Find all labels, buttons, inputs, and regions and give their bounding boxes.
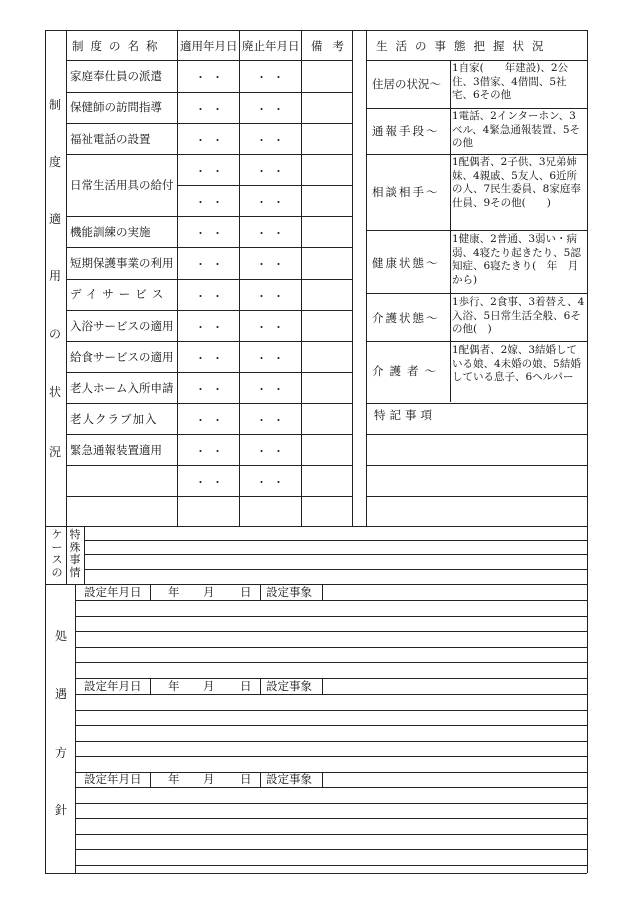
policy-divider — [150, 679, 151, 694]
date-start-placeholder: ・・ — [195, 290, 229, 303]
case-label-left — [50, 529, 64, 579]
row-name: 家庭奉仕員の派遣 — [70, 69, 162, 83]
item-text: 1電話、2インターホン、3ベル、4緊急通報装置、5その他 — [452, 110, 581, 149]
item-text: 1配偶者、2子供、3兄弟姉妹、4親戚、5友人、6近所の人、7民生委員、8家庭奉仕員、9その他( ) — [452, 156, 581, 209]
item-label: 住居の状況〜 — [372, 77, 441, 91]
header-note: 備考 — [311, 39, 354, 53]
row-name: 機能訓練の実施 — [70, 225, 151, 239]
header-start: 適用年月日 — [180, 39, 238, 53]
policy-label-char: 方 — [54, 746, 67, 760]
section-label-char: 況 — [48, 445, 61, 459]
policy-divider — [260, 679, 261, 694]
date-end-placeholder: ・・ — [256, 414, 290, 427]
policy-divider — [150, 772, 151, 787]
date-end-placeholder: ・・ — [256, 290, 290, 303]
policy-line — [75, 678, 587, 679]
date-start-placeholder: ・・ — [195, 103, 229, 116]
policy-year-label: 年 — [168, 679, 180, 693]
policy-matter-label: 設定事象 — [266, 772, 312, 786]
policy-line — [75, 631, 587, 632]
date-end-placeholder: ・・ — [256, 134, 290, 147]
row-name: 緊急通報装置適用 — [70, 443, 162, 457]
date-start-placeholder: ・・ — [195, 165, 229, 178]
policy-date-label: 設定年月日 — [84, 679, 142, 693]
date-start-placeholder: ・・ — [195, 476, 229, 489]
policy-divider — [322, 585, 323, 600]
policy-day-label: 日 — [240, 772, 252, 786]
policy-divider — [260, 772, 261, 787]
section-label-char: の — [48, 327, 61, 341]
policy-day-label: 日 — [240, 585, 252, 599]
policy-line — [75, 772, 587, 773]
policy-line — [75, 849, 587, 850]
policy-matter-label: 設定事象 — [266, 679, 312, 693]
item-label: 介護者〜 — [372, 364, 442, 378]
policy-month-label: 月 — [203, 585, 215, 599]
policy-line — [75, 834, 587, 835]
policy-year-label: 年 — [168, 772, 180, 786]
case-label-char: 特 — [69, 528, 81, 541]
date-start-placeholder: ・・ — [195, 383, 229, 396]
item-label: 健康状態〜 — [372, 256, 440, 270]
date-end-placeholder: ・・ — [256, 445, 290, 458]
section-label-char: 制 — [48, 98, 61, 112]
policy-line — [75, 865, 587, 866]
case-label-char: の — [51, 565, 63, 579]
section-label-char: 適 — [48, 212, 61, 226]
row-name: 日常生活用具の給付 — [70, 178, 174, 192]
policy-label-char: 処 — [54, 629, 67, 643]
policy-line — [75, 756, 587, 757]
date-start-placeholder: ・・ — [195, 445, 229, 458]
date-end-placeholder: ・・ — [256, 165, 290, 178]
date-end-placeholder: ・・ — [256, 227, 290, 240]
policy-divider — [150, 585, 151, 600]
policy-month-label: 月 — [203, 772, 215, 786]
case-label-char: ス — [51, 553, 63, 566]
item-text: 1健康、2普通、3弱い・病弱、4寝たり起きたり、5認知症、6寝たきり( 年 月から) — [452, 233, 581, 286]
policy-line — [75, 803, 587, 804]
policy-day-label: 日 — [240, 679, 252, 693]
date-end-placeholder: ・・ — [256, 258, 290, 271]
header-name — [72, 40, 172, 53]
case-label-right — [68, 529, 82, 579]
date-start-placeholder: ・・ — [195, 71, 229, 84]
row-name: 老人ホーム入所申請 — [70, 381, 174, 395]
date-start-placeholder: ・・ — [195, 414, 229, 427]
row-name: 短期保護事業の利用 — [70, 256, 174, 270]
date-end-placeholder: ・・ — [256, 383, 290, 396]
item-label: 相談相手〜 — [372, 185, 440, 199]
case-label-char: 殊 — [69, 540, 81, 554]
item-text: 1配偶者、2嫁、3結婚している娘、4未婚の娘、5結婚している息子、6ヘルパー — [452, 344, 581, 383]
policy-matter-label: 設定事象 — [266, 585, 312, 599]
section-label-char: 用 — [48, 269, 61, 283]
item-label: 通報手段〜 — [372, 124, 440, 138]
date-start-placeholder: ・・ — [195, 196, 229, 209]
policy-line — [75, 694, 587, 695]
date-end-placeholder: ・・ — [256, 321, 290, 334]
date-start-placeholder: ・・ — [195, 352, 229, 365]
date-end-placeholder: ・・ — [256, 476, 290, 489]
right-table-header: 生活の事態把握状況 — [376, 39, 552, 53]
policy-date-label: 設定年月日 — [84, 772, 142, 786]
case-label-char: ー — [51, 540, 63, 554]
row-name: 老人クラブ加入 — [70, 412, 158, 426]
policy-line — [75, 787, 587, 788]
date-end-placeholder: ・・ — [256, 352, 290, 365]
item-label: 介護状態〜 — [372, 311, 440, 325]
policy-line — [75, 647, 587, 648]
policy-line — [75, 616, 587, 617]
date-start-placeholder: ・・ — [195, 321, 229, 334]
section-label-char: 状 — [48, 385, 61, 399]
date-start-placeholder: ・・ — [195, 227, 229, 240]
item-text: 1歩行、2食事、3着替え、4入浴、5日常生活全般、6その他( ) — [452, 296, 585, 335]
case-label-char: 事 — [69, 553, 81, 566]
special-notes-label: 特記事項 — [374, 408, 436, 422]
policy-year-label: 年 — [168, 585, 180, 599]
date-start-placeholder: ・・ — [195, 258, 229, 271]
section-label-char: 度 — [48, 155, 61, 169]
row-name: 福祉電話の設置 — [70, 132, 151, 146]
policy-line — [75, 818, 587, 819]
policy-month-label: 月 — [203, 679, 215, 693]
policy-line — [75, 662, 587, 663]
policy-line — [75, 710, 587, 711]
date-end-placeholder: ・・ — [256, 103, 290, 116]
policy-line — [75, 600, 587, 601]
item-text: 1自家( 年建設)、2公住、3借家、4借間、5社宅、6その他 — [452, 62, 569, 101]
policy-label — [53, 630, 69, 830]
header-end: 廃止年月日 — [242, 39, 300, 53]
case-label-char: 情 — [69, 565, 81, 579]
date-start-placeholder: ・・ — [195, 134, 229, 147]
policy-date-label: 設定年月日 — [84, 585, 142, 599]
row-name: 給食サービスの適用 — [70, 350, 174, 364]
policy-divider — [260, 585, 261, 600]
policy-divider — [322, 772, 323, 787]
policy-divider — [322, 679, 323, 694]
policy-label-char: 針 — [54, 803, 67, 817]
policy-line — [75, 741, 587, 742]
policy-label-char: 遇 — [54, 687, 67, 701]
row-name: 保健師の訪問指導 — [70, 100, 162, 114]
header-name-text: 制度の名称 — [72, 39, 165, 53]
date-end-placeholder: ・・ — [256, 196, 290, 209]
policy-line — [75, 725, 587, 726]
row-name: デイサービス — [70, 287, 169, 301]
date-end-placeholder: ・・ — [256, 71, 290, 84]
row-name: 入浴サービスの適用 — [70, 319, 174, 333]
case-label-char: ケ — [51, 528, 63, 541]
